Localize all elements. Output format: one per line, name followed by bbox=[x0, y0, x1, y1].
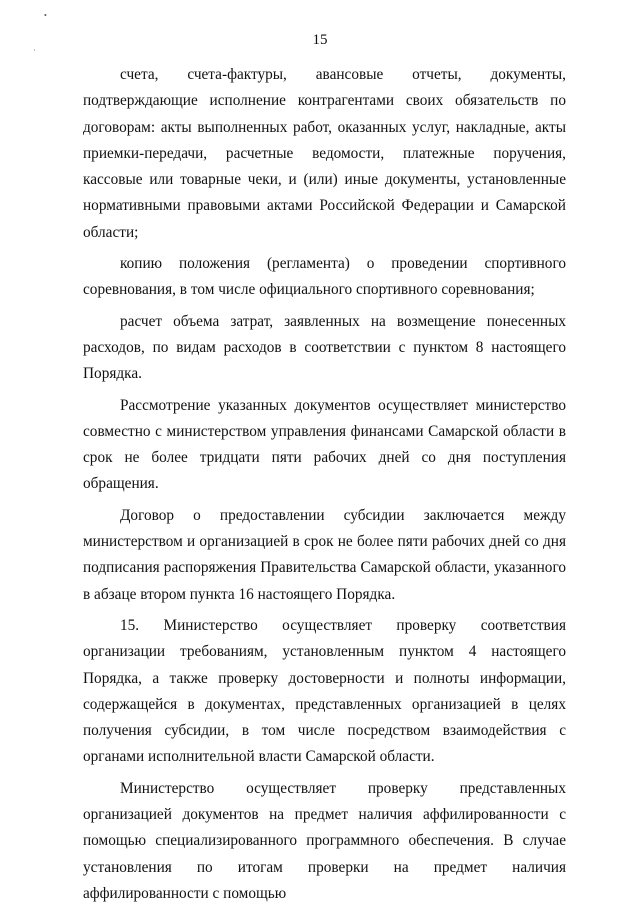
paragraph-section-15: 15. Министерство осуществляет проверку соответствия организации требованиям, установленным пунктом 4 настоящего Порядка, а также проверку достоверности и полноты информации, содержащейся в документах, представленных организацией в целях получения субсидии, в том числе посредством взаимодействия с органами исполнительной власти Самарской области. bbox=[83, 616, 566, 766]
scan-artifact-dot: • bbox=[44, 11, 47, 20]
page-number: 15 bbox=[312, 32, 328, 48]
document-body bbox=[83, 62, 566, 907]
paragraph-document-review: Рассмотрение указанных документов осуществляет министерство совместно с министерством управления финансами Самарской области в срок не более тридцати пяти рабочих дней со дня поступления обращения. bbox=[83, 396, 566, 493]
paragraph-cost-calculation: расчет объема затрат, заявленных на возмещение понесенных расходов, по видам расходов в соответствии с пунктом 8 настоящего Порядка. bbox=[83, 312, 566, 383]
paragraph-affiliation-check: Министерство осуществляет проверку представленных организацией документов на предмет наличия аффилированности с помощью специализированного программного обеспечения. В случае установления по итогам проверки на предмет наличия аффилированности с помощью bbox=[83, 779, 566, 902]
paragraph-subsidy-agreement: Договор о предоставлении субсидии заключается между министерством и организацией в срок не более пяти рабочих дней со дня подписания распоряжения Правительства Самарской области, указанного в абзаце втором пункта 16 настоящего Порядка. bbox=[83, 506, 566, 603]
scan-artifact-dot: · bbox=[33, 46, 36, 55]
paragraph-regulation-copy: копию положения (регламента) о проведении спортивного соревнования, в том числе официального спортивного соревнования; bbox=[83, 255, 566, 299]
paragraph-documents-list: счета, счета-фактуры, авансовые отчеты, документы, подтверждающие исполнение контрагентами своих обязательств по договорам: акты выполненных работ, оказанных услуг, накладные, акты приемки-передачи, расчетные ведомости, платежные поручения, кассовые или товарные чеки, и (или) иные документы, установленные нормативными правовыми актами Российской Федерации и Самарской области; bbox=[83, 66, 566, 241]
